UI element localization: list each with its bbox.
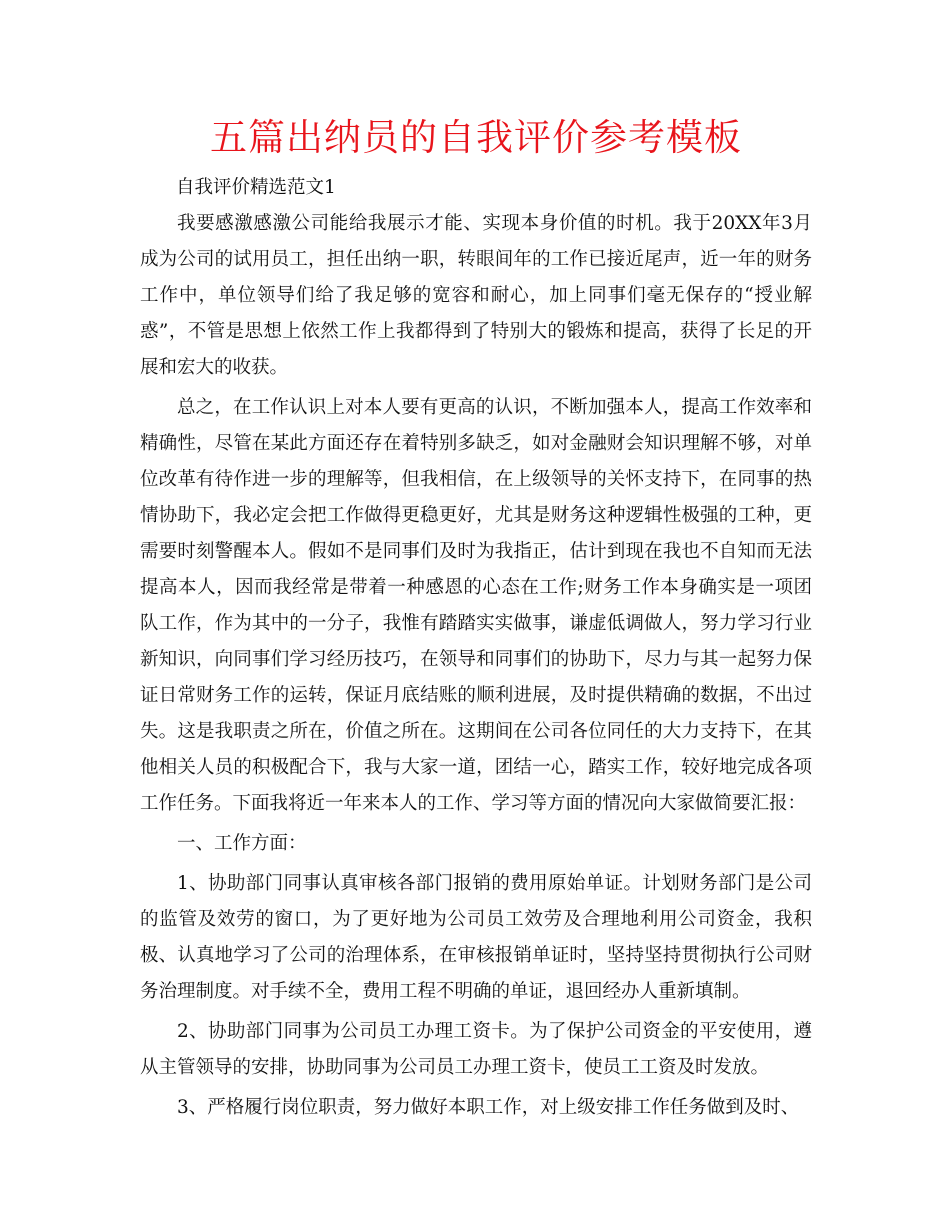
- document-subtitle: 自我评价精选范文1: [176, 177, 336, 198]
- document-title: 五篇出纳员的自我评价参考模板: [210, 116, 742, 159]
- section-heading-work: 一、工作方面：: [177, 833, 307, 854]
- paragraph-summary: 总之，在工作认识上对本人要有更高的认识，不断加强本人，提高工作效率和精确性，尽管在某此方面还存在着特别多缺乏，如对金融财会知识理解不够，对单位改革有待作进一步的理解等，但我相信，在上级领导的关怀支持下，在同事的热情协助下，我必定会把工作做得更稳更好，尤其是财务这种逻辑性极强的工种，更需要时刻警醒本人。假如不是同事们及时为我指正，估计到现在我也不自知而无法提高本人，因而我经常是带着一种感恩的心态在工作;财务工作本身确实是一项团队工作，作为其中的一分子，我惟有踏踏实实做事，谦虚低调做人，努力学习行业新知识，向同事们学习经历技巧，在领导和同事们的协助下，尽力与其一起努力保证日常财务工作的运转，保证月底结账的顺利进展，及时提供精确的数据，不出过失。这是我职责之所在，价值之所在。这期间在公司各位同任的大力支持下，在其他相关人员的积极配合下，我与大家一道，团结一心，踏实工作，较好地完成各项工作任务。下面我将近一年来本人的工作、学习等方面的情况向大家做简要汇报：: [140, 397, 812, 814]
- paragraph-item-2: 2、协助部门同事为公司员工办理工资卡。为了保护公司资金的平安使用，遵从主管领导的安排，协助同事为公司员工办理工资卡，使员工工资及时发放。: [140, 1021, 812, 1078]
- paragraph-item-1: 1、协助部门同事认真审核各部门报销的费用原始单证。计划财务部门是公司的监管及效劳的窗口，为了更好地为公司员工效劳及合理地利用公司资金，我积极、认真地学习了公司的治理体系，在审核报销单证时，坚持坚持贯彻执行公司财务治理制度。对手续不全，费用工程不明确的单证，退回经办人重新填制。: [140, 873, 812, 1002]
- paragraph-item-3: 3、严格履行岗位职责，努力做好本职工作，对上级安排工作任务做到及时、: [177, 1097, 800, 1118]
- paragraph-intro: 我要感激感激公司能给我展示才能、实现本身价值的时机。我于20XX年3月成为公司的试用员工，担任出纳一职，转眼间年的工作已接近尾声，近一年的财务工作中，单位领导们给了我足够的宽容和耐心，加上同事们毫无保存的“授业解惑”，不管是思想上依然工作上我都得到了特别大的锻炼和提高，获得了长足的开展和宏大的收获。: [140, 213, 812, 378]
